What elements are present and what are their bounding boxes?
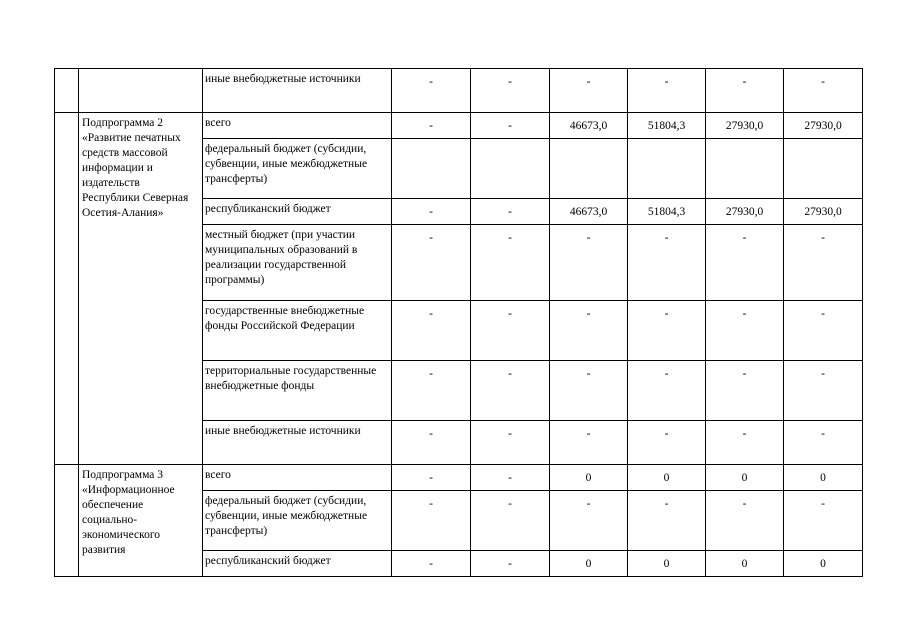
value-cell: - [392, 69, 471, 113]
value-cell: - [550, 491, 628, 551]
value-cell: - [706, 491, 784, 551]
value-cell: 27930,0 [784, 199, 863, 225]
funding-source-label: иные внебюджетные источники [203, 69, 392, 113]
value-cell: - [392, 301, 471, 361]
value-cell: - [550, 69, 628, 113]
funding-source-label: местный бюджет (при участии муниципальных образований в реализации государственной программы) [203, 225, 392, 301]
value-cell: - [784, 69, 863, 113]
value-cell [392, 139, 471, 199]
funding-source-label: территориальные государственные внебюджетные фонды [203, 361, 392, 421]
index-cell [55, 69, 79, 113]
value-cell: - [628, 421, 706, 465]
value-cell: - [706, 421, 784, 465]
value-cell: - [392, 225, 471, 301]
value-cell: 0 [706, 551, 784, 577]
value-cell: 27930,0 [706, 113, 784, 139]
value-cell: - [392, 361, 471, 421]
value-cell: 51804,3 [628, 199, 706, 225]
value-cell: 0 [706, 465, 784, 491]
value-cell: - [471, 551, 550, 577]
value-cell: - [471, 69, 550, 113]
value-cell: 0 [550, 465, 628, 491]
value-cell: - [471, 465, 550, 491]
table-body [55, 69, 863, 577]
value-cell: 0 [628, 465, 706, 491]
value-cell: - [550, 361, 628, 421]
value-cell: - [471, 361, 550, 421]
value-cell [706, 139, 784, 199]
index-cell [55, 113, 79, 465]
funding-source-label: всего [203, 465, 392, 491]
program-cell [79, 69, 203, 113]
value-cell: - [471, 421, 550, 465]
value-cell: - [471, 225, 550, 301]
table-row [55, 69, 863, 113]
value-cell: - [628, 491, 706, 551]
value-cell: - [784, 361, 863, 421]
value-cell [784, 139, 863, 199]
value-cell: - [471, 113, 550, 139]
table-row [55, 113, 863, 139]
value-cell: 0 [628, 551, 706, 577]
value-cell: - [706, 361, 784, 421]
value-cell: - [550, 225, 628, 301]
value-cell: 27930,0 [706, 199, 784, 225]
value-cell: - [628, 361, 706, 421]
value-cell: 0 [784, 551, 863, 577]
value-cell [628, 139, 706, 199]
index-cell [55, 465, 79, 577]
value-cell [550, 139, 628, 199]
table-row [55, 465, 863, 491]
value-cell: - [471, 301, 550, 361]
funding-source-label: республиканский бюджет [203, 551, 392, 577]
value-cell: - [471, 199, 550, 225]
value-cell: - [784, 225, 863, 301]
value-cell: 0 [784, 465, 863, 491]
subprogram-3-name: Подпрограмма 3 «Информационное обеспечение социально-экономического развития [79, 465, 203, 577]
value-cell: - [628, 69, 706, 113]
value-cell: - [392, 551, 471, 577]
value-cell: - [550, 421, 628, 465]
budget-table [54, 68, 863, 577]
value-cell: - [392, 465, 471, 491]
value-cell: - [392, 421, 471, 465]
value-cell: - [784, 301, 863, 361]
value-cell: 46673,0 [550, 113, 628, 139]
value-cell: - [706, 225, 784, 301]
value-cell: 51804,3 [628, 113, 706, 139]
value-cell: - [784, 491, 863, 551]
value-cell: 0 [550, 551, 628, 577]
funding-source-label: федеральный бюджет (субсидии, субвенции, иные межбюджетные трансферты) [203, 139, 392, 199]
value-cell: - [392, 491, 471, 551]
funding-source-label: всего [203, 113, 392, 139]
value-cell: 27930,0 [784, 113, 863, 139]
funding-source-label: государственные внебюджетные фонды Российской Федерации [203, 301, 392, 361]
value-cell: - [392, 199, 471, 225]
subprogram-2-name: Подпрограмма 2 «Развитие печатных средств массовой информации и издательств Республики Северная Осетия-Алания» [79, 113, 203, 465]
funding-source-label: иные внебюджетные источники [203, 421, 392, 465]
value-cell [471, 139, 550, 199]
value-cell: - [628, 301, 706, 361]
value-cell: - [471, 491, 550, 551]
value-cell: 46673,0 [550, 199, 628, 225]
funding-source-label: республиканский бюджет [203, 199, 392, 225]
value-cell: - [392, 113, 471, 139]
value-cell: - [706, 69, 784, 113]
value-cell: - [784, 421, 863, 465]
value-cell: - [550, 301, 628, 361]
value-cell: - [628, 225, 706, 301]
value-cell: - [706, 301, 784, 361]
funding-source-label: федеральный бюджет (субсидии, субвенции, иные межбюджетные трансферты) [203, 491, 392, 551]
